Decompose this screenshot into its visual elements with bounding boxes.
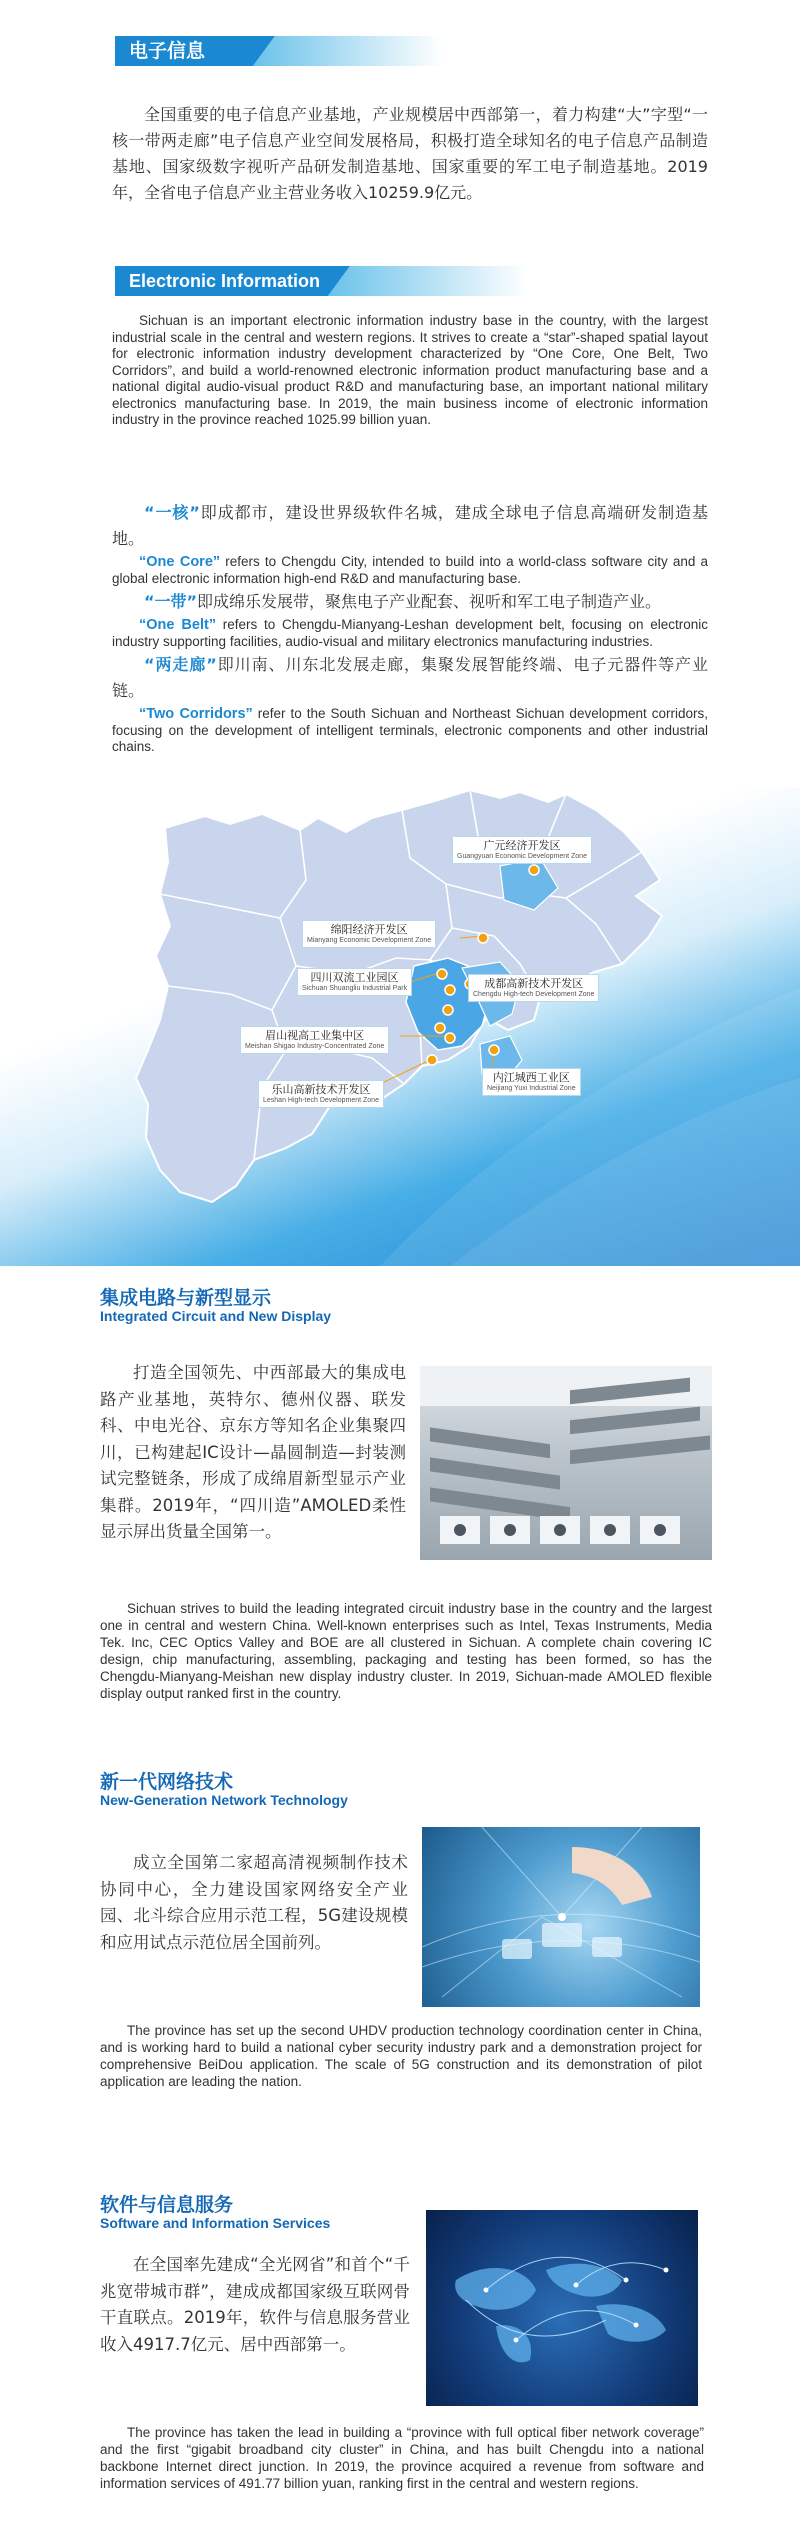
item-two-corridors-zh: “两走廊”即川南、川东北发展走廊，集聚发展智能终端、电子元器件等产业链。 (112, 655, 708, 700)
item-one-belt-zh: “一带”即成绵乐发展带，聚焦电子产业配套、视听和军工电子制造产业。 (144, 592, 662, 611)
ic-text-en: Sichuan strives to build the leading integrated circuit industry base in the country and the largest one in central and western China. Well-known enterprises such as Intel, Texas Instruments, Media Tek. Inc, CEC Optics Valley and BOE are all clustered in Sichuan. A complete chain covering IC design, chip manufacturing, assembling, packaging and testing has been formed, so has the Chengdu-Mianyang-Meishan new display industry cluster. In 2019, Sichuan-made AMOLED flexible display output ranked first in the country. (100, 1601, 712, 1701)
item-one-core-en: “One Core” refers to Chengdu City, intended to build into a world-class software city and a global electronic information high-end R&D and manufacturing base. (112, 554, 709, 586)
software-text-en: The province has taken the lead in building a “province with full optical fiber network coverage” and the first “gigabit broadband city cluster” in China, and has built Chengdu into a national backbone Internet direct junction. In 2019, the province acquired a revenue from software and information services of 491.77 billion yuan, ranking first in the central and western regions. (100, 2425, 704, 2491)
software-title-zh: 软件与信息服务 (100, 2194, 234, 2216)
core-belt-corridors-list (112, 500, 708, 756)
section-badge-electronic-en: Electronic Information (115, 266, 375, 296)
ic-title-en: Integrated Circuit and New Display (100, 1308, 332, 1324)
map-label-shuangliu: 四川双流工业园区 Sichuan Shuangliu Industrial Park (297, 968, 412, 996)
network-text-en: The province has set up the second UHDV production technology coordination center in China, and is working hard to build a national cyber security industry park and a demonstration project for comprehensive BeiDou application. The scale of 5G construction and its demonstration of pilot application are leading the nation. (100, 2023, 702, 2089)
chip-manufacturing-photo (420, 1366, 712, 1560)
map-label-leshan: 乐山高新技术开发区 Leshan High-tech Development Zone (258, 1080, 384, 1108)
map-label-meishan: 眉山视高工业集中区 Meishan Shigao Industry-Concentrated Zone (240, 1026, 389, 1054)
ic-title-zh: 集成电路与新型显示 (100, 1287, 272, 1309)
map-label-neijiang: 内江城西工业区 Neijiang Yuxi Industrial Zone (482, 1068, 581, 1096)
intro-zh: 全国重要的电子信息产业基地，产业规模居中西部第一，着力构建“大”字型“一核一带两走廊”电子信息产业空间发展格局，积极打造全球知名的电子信息产品制造基地、国家级数字视听产品研发制造基地、国家重要的军工电子制造基地。2019年，全省电子信息产业主营业务收入10259.9亿元。 (112, 105, 708, 202)
network-title-en: New-Generation Network Technology (100, 1792, 348, 1808)
world-network-photo (426, 2210, 698, 2406)
software-title-en: Software and Information Services (100, 2215, 331, 2231)
section-badge-electronic-zh: 电子信息 (115, 36, 315, 66)
network-text-zh: 成立全国第二家超高清视频制作技术协同中心，全力建设国家网络安全产业园、北斗综合应用示范工程，5G建设规模和应用试点示范位居全国前列。 (100, 1853, 408, 1952)
intro-en: Sichuan is an important electronic information industry base in the country, with the largest industrial scale in the central and western regions. It strives to create a “star”-shaped spatial layout for electronic information industry development characterized by “One Core, One Belt, Two Corridors”, and build a world-renowned electronic information product manufacturing base and a national digital audio-visual product R&D and manufacturing base, an important national military electronics manufacturing base. In 2019, the main business income of electronic information industry in the province reached 1025.99 billion yuan. (112, 313, 708, 427)
sichuan-map-band (0, 788, 800, 1266)
sichuan-province-map (0, 788, 800, 1266)
item-one-core-zh: “一核”即成都市，建设世界级软件名城，建成全球电子信息高端研发制造基地。 (112, 503, 708, 548)
software-text-zh: 在全国率先建成“全光网省”和首个“千兆宽带城市群”，建成成都国家级互联网骨干直联点。2019年，软件与信息服务营业收入4917.7亿元、居中西部第一。 (100, 2255, 410, 2354)
network-technology-photo (422, 1827, 700, 2007)
map-label-chengdu-hitech: 成都高新技术开发区 Chengdu High-tech Development Zone (468, 974, 599, 1002)
network-title-zh: 新一代网络技术 (100, 1771, 234, 1793)
item-one-belt-en: “One Belt” refers to Chengdu-Mianyang-Leshan development belt, focusing on electronic industry supporting facilities, audio-visual and military electronics manufacturing industries. (112, 617, 708, 649)
ic-text-zh: 打造全国领先、中西部最大的集成电路产业基地，英特尔、德州仪器、联发科、中电光谷、京东方等知名企业集聚四川，已构建起IC设计—晶圆制造—封装测试完整链条，形成了成绵眉新型显示产业集群。2019年，“四川造”AMOLED柔性显示屏出货量全国第一。 (100, 1363, 406, 1541)
map-label-guangyuan: 广元经济开发区 Guangyuan Economic Development Zone (452, 836, 592, 864)
item-two-corridors-en: “Two Corridors” refer to the South Sichuan and Northeast Sichuan development corridors, focusing on the development of intelligent terminals, electronic components and other industrial chains. (112, 706, 708, 754)
map-label-mianyang: 绵阳经济开发区 Mianyang Economic Development Zone (302, 920, 436, 948)
